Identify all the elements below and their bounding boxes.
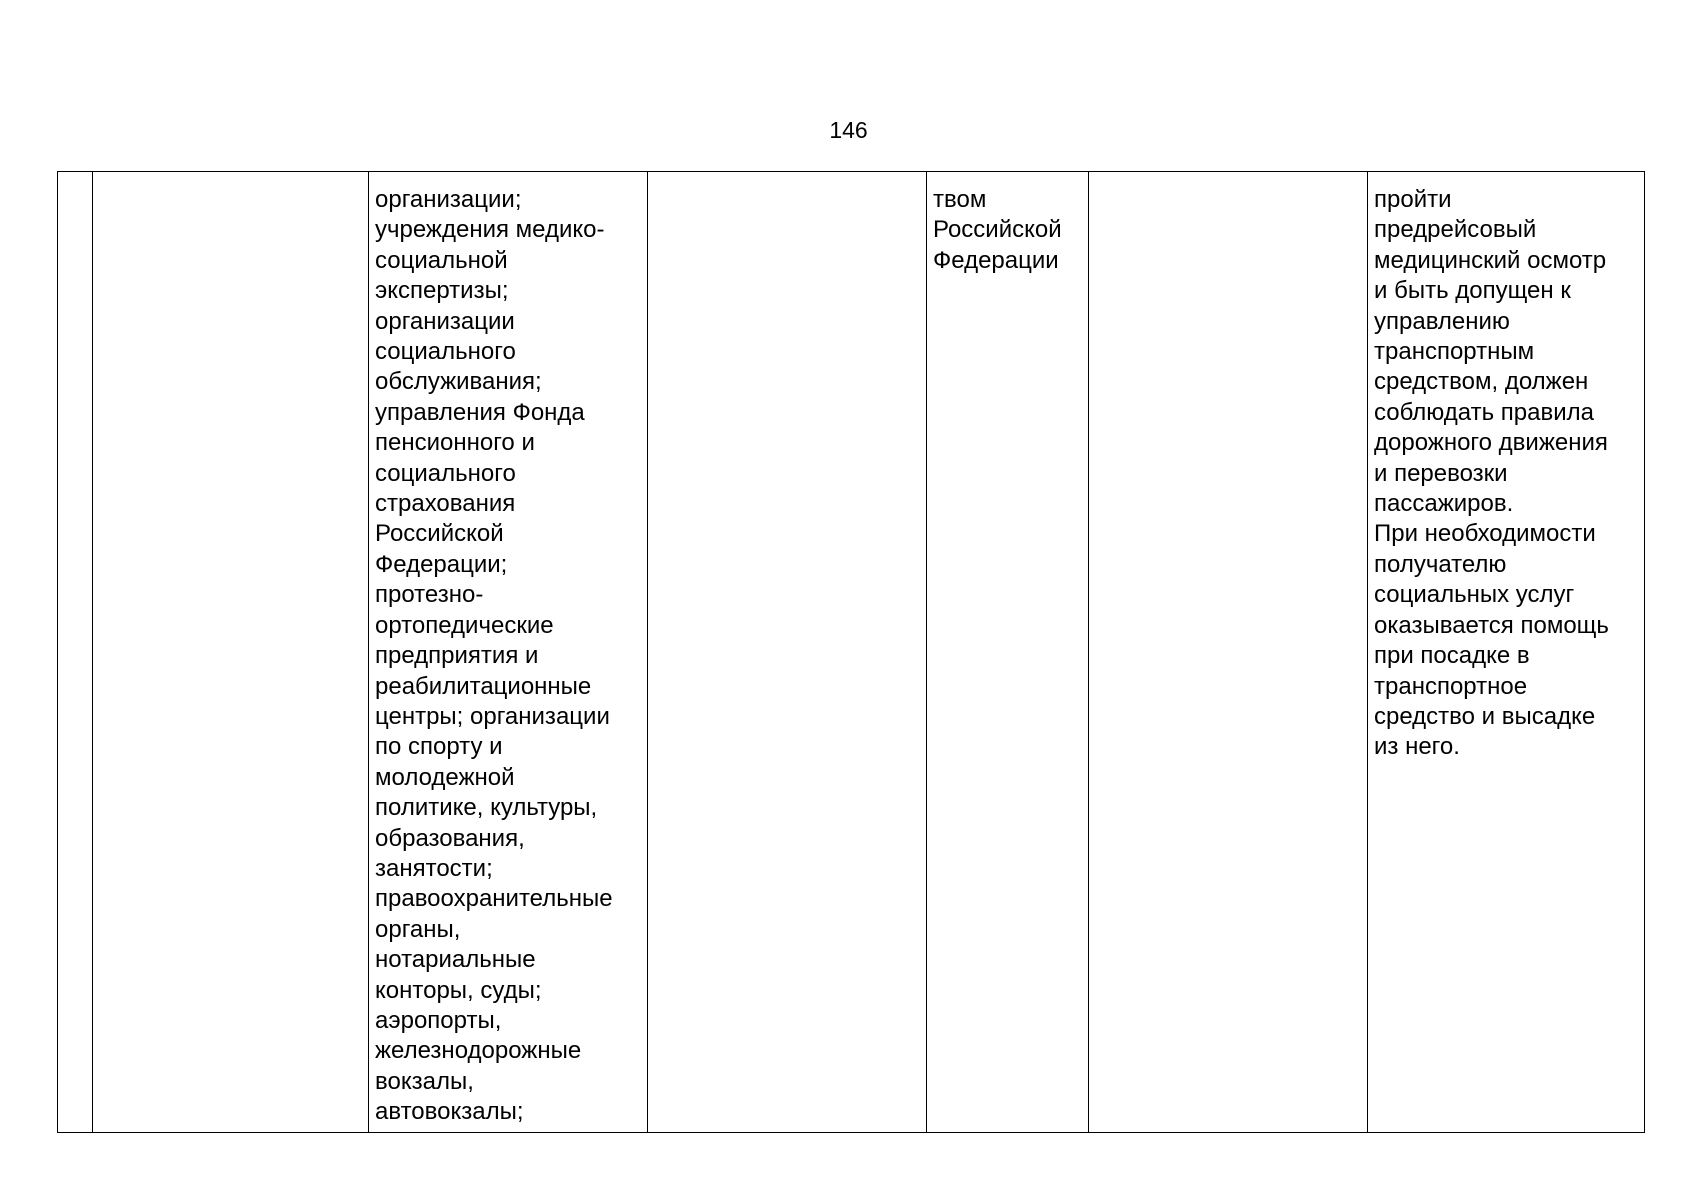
table-cell-legislation: твом Российской Федерации bbox=[927, 172, 1089, 1133]
table-cell-conditions: пройти предрейсовый медицинский осмотр и быть допущен к управлению транспортным средством, должен соблюдать правила дорожного движения и перевозки пассажиров. При необходимости получателю социальных услуг оказывается помощь при посадке в транспортное средство и высадке из него. bbox=[1368, 172, 1645, 1133]
table-cell-column-6 bbox=[1089, 172, 1368, 1133]
table-cell-organizations: организации; учреждения медико- социальной экспертизы; организации социального обслуживания; управления Фонда пенсионного и социального страхования Российской Федерации; протезно- ортопедические предприятия и реабилитационные центры; организации по спорту и молодежной политике, культуры, образования, занятости; правоохранительные органы, нотариальные конторы, суды; аэропорты, железнодорожные вокзалы, автовокзалы; bbox=[369, 172, 648, 1133]
page-number: 146 bbox=[829, 117, 868, 143]
services-table bbox=[57, 171, 1645, 1133]
table-row bbox=[58, 172, 1645, 1133]
table-cell-number bbox=[58, 172, 93, 1133]
table-cell-service-name bbox=[93, 172, 369, 1133]
table-cell-column-4 bbox=[648, 172, 927, 1133]
